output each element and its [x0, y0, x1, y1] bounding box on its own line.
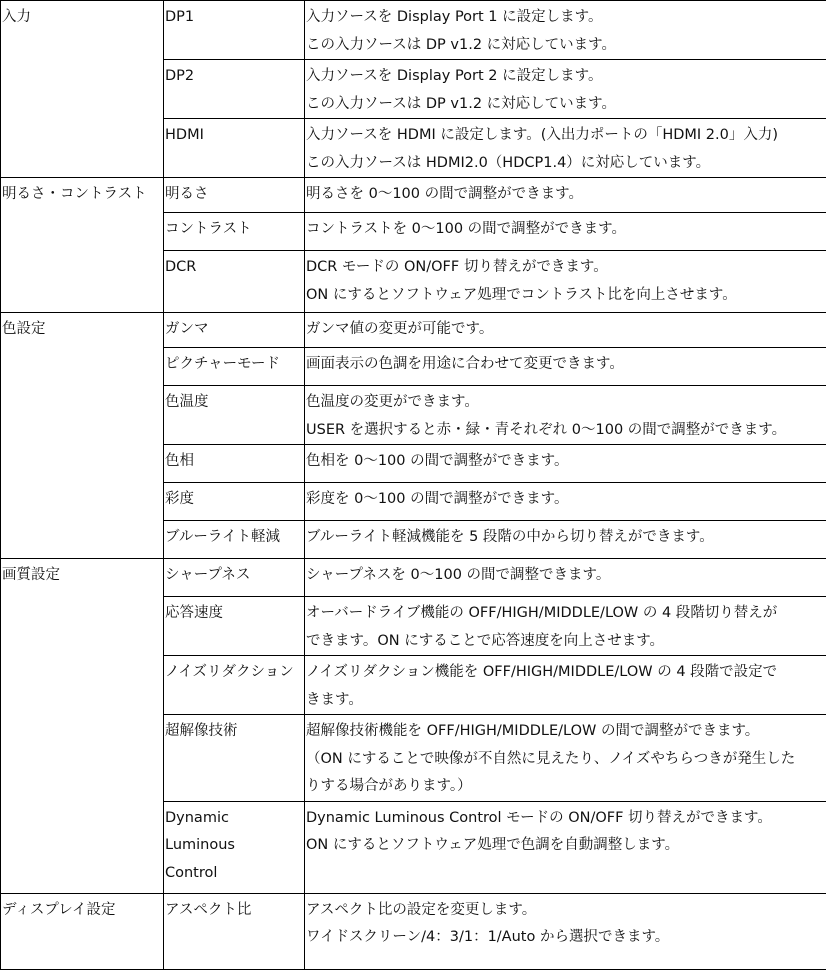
- description-line: できます。ON にすることで応答速度を向上させます。: [306, 628, 826, 656]
- description-line: オーバードライブ機能の OFF/HIGH/MIDDLE/LOW の 4 段階切り替えが: [306, 600, 826, 628]
- setting-description-cell: [305, 386, 826, 445]
- category-cell: 明るさ・コントラスト: [1, 178, 164, 313]
- description-line: 彩度を 0～100 の間で調整ができます。: [306, 486, 826, 514]
- description-line: この入力ソースは HDMI2.0（HDCP1.4）に対応しています。: [306, 150, 826, 178]
- setting-name-cell: 明るさ: [164, 178, 305, 213]
- setting-name-cell: 彩度: [164, 483, 305, 521]
- description-line: コントラストを 0～100 の間で調整ができます。: [306, 216, 826, 244]
- setting-description-cell: [305, 559, 826, 597]
- category-cell: 入力: [1, 1, 164, 178]
- setting-name-cell: ガンマ: [164, 313, 305, 348]
- description-line: 画面表示の色調を用途に合わせて変更できます。: [306, 351, 826, 379]
- setting-name-line: Luminous: [165, 832, 304, 860]
- setting-description-cell: [305, 313, 826, 348]
- setting-description-cell: [305, 251, 826, 313]
- description-line: 明るさを 0～100 の間で調整ができます。: [306, 181, 826, 209]
- description-line: 入力ソースを Display Port 2 に設定します。: [306, 63, 826, 91]
- setting-description-cell: [305, 213, 826, 251]
- description-line: ノイズリダクション機能を OFF/HIGH/MIDDLE/LOW の 4 段階で設定で: [306, 659, 826, 687]
- setting-name-cell: 色相: [164, 445, 305, 483]
- category-cell: 画質設定: [1, 559, 164, 894]
- setting-name-line: Dynamic: [165, 805, 304, 833]
- description-line: りする場合があります。）: [306, 773, 826, 801]
- setting-description-cell: [305, 483, 826, 521]
- setting-name-cell: 応答速度: [164, 597, 305, 656]
- setting-description-cell: [305, 178, 826, 213]
- description-line: シャープネスを 0～100 の間で調整できます。: [306, 562, 826, 590]
- table-row: [1, 178, 826, 213]
- setting-description-cell: [305, 521, 826, 559]
- setting-name-cell: 超解像技術: [164, 715, 305, 802]
- setting-name-cell: DP1: [164, 1, 305, 60]
- setting-name-cell: DCR: [164, 251, 305, 313]
- setting-name-cell: ピクチャーモード: [164, 348, 305, 386]
- setting-name-line: Control: [165, 860, 304, 888]
- description-line: （ON にすることで映像が不自然に見えたり、ノイズやちらつきが発生した: [306, 746, 826, 774]
- description-line: この入力ソースは DP v1.2 に対応しています。: [306, 32, 826, 60]
- description-line: ON にするとソフトウェア処理で色調を自動調整します。: [306, 832, 826, 860]
- setting-name-cell: ブルーライト軽減: [164, 521, 305, 559]
- description-line: ON にするとソフトウェア処理でコントラスト比を向上させます。: [306, 282, 826, 310]
- description-line: Dynamic Luminous Control モードの ON/OFF 切り替えができます。: [306, 805, 826, 833]
- setting-description-cell: [305, 715, 826, 802]
- setting-description-cell: [305, 348, 826, 386]
- setting-name-cell: DP2: [164, 60, 305, 119]
- description-line: ワイドスクリーン/4：3/1：1/Auto から選択できます。: [306, 924, 826, 952]
- description-line: 入力ソースを HDMI に設定します。(入出力ポートの「HDMI 2.0」入力): [306, 122, 826, 150]
- setting-description-cell: [305, 1, 826, 60]
- table-row: [1, 1, 826, 60]
- setting-description-cell: [305, 801, 826, 893]
- description-line: ガンマ値の変更が可能です。: [306, 316, 826, 344]
- description-line: ブルーライト軽減機能を 5 段階の中から切り替えができます。: [306, 524, 826, 552]
- setting-description-cell: [305, 893, 826, 969]
- setting-description-cell: [305, 119, 826, 178]
- setting-name-cell: 色温度: [164, 386, 305, 445]
- setting-name-cell: ノイズリダクション: [164, 656, 305, 715]
- description-line: USER を選択すると赤・緑・青それぞれ 0～100 の間で調整ができます。: [306, 417, 826, 445]
- description-line: 色温度の変更ができます。: [306, 389, 826, 417]
- description-line: 超解像技術機能を OFF/HIGH/MIDDLE/LOW の間で調整ができます。: [306, 718, 826, 746]
- setting-name-cell: HDMI: [164, 119, 305, 178]
- description-line: 入力ソースを Display Port 1 に設定します。: [306, 4, 826, 32]
- description-line: 色相を 0～100 の間で調整ができます。: [306, 448, 826, 476]
- description-line: この入力ソースは DP v1.2 に対応しています。: [306, 91, 826, 119]
- category-cell: 色設定: [1, 313, 164, 559]
- category-cell: ディスプレイ設定: [1, 893, 164, 969]
- setting-description-cell: [305, 656, 826, 715]
- setting-description-cell: [305, 597, 826, 656]
- setting-name-cell: アスペクト比: [164, 893, 305, 969]
- table-row: [1, 559, 826, 597]
- table-row: [1, 313, 826, 348]
- setting-name-cell: コントラスト: [164, 213, 305, 251]
- description-line: アスペクト比の設定を変更します。: [306, 897, 826, 925]
- table-row: [1, 893, 826, 969]
- setting-description-cell: [305, 60, 826, 119]
- setting-description-cell: [305, 445, 826, 483]
- description-line: DCR モードの ON/OFF 切り替えができます。: [306, 254, 826, 282]
- description-line: きます。: [306, 687, 826, 715]
- setting-name-cell: [164, 801, 305, 893]
- setting-name-cell: シャープネス: [164, 559, 305, 597]
- settings-table-body: [1, 1, 826, 970]
